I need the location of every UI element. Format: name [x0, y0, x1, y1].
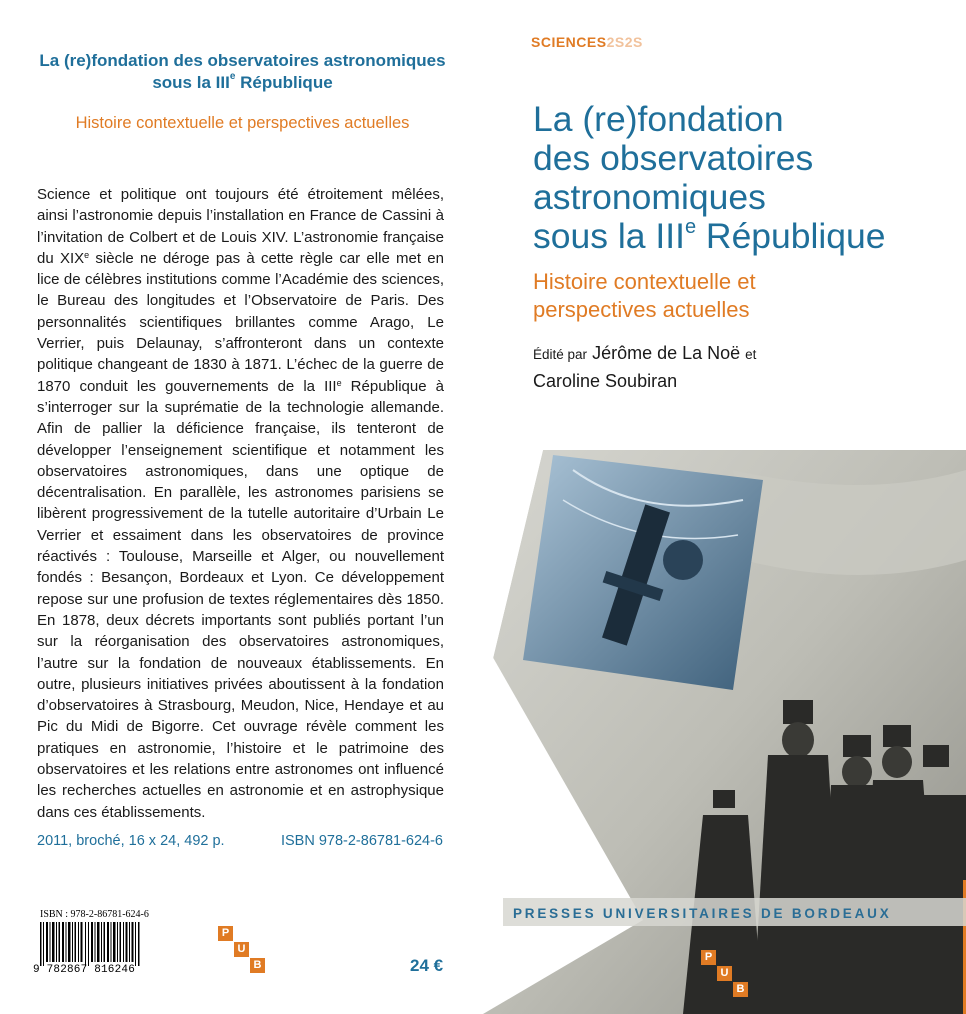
pub-logo-u: U [234, 942, 249, 957]
back-subtitle: Histoire contextuelle et perspectives actuelles [75, 114, 410, 132]
editors-line1 [533, 340, 756, 368]
front-subtitle-line2: perspectives actuelles [533, 297, 750, 322]
blurb-text [37, 184, 444, 823]
front-title-line3: astronomiques [533, 177, 766, 217]
front-title [533, 100, 963, 256]
front-title-sup: e [684, 216, 697, 238]
blurb-part1: Science et politique ont toujours été étroitement mêlées, ainsi l’astronomie depuis l’installation en France de Cassini à l’invitation de Colbert et de Louis XIV. L’astronomie française du XIX [37, 186, 444, 267]
front-pub-logo-b: B [733, 982, 748, 997]
front-title-line4-post: République [696, 216, 886, 256]
back-title-line1: La (re)fondation des observatoires astronomiques [39, 51, 446, 70]
series-part1: SCIENCES [531, 34, 607, 50]
publication-info: 2011, broché, 16 x 24, 492 p. [37, 833, 225, 849]
front-subtitle-line1: Histoire contextuelle et [533, 269, 756, 294]
isbn-info: ISBN 978-2-86781-624-6 [280, 833, 443, 849]
back-title-line2-pre: sous la III [152, 73, 230, 92]
barcode-isbn-label: ISBN : 978-2-86781-624-6 [40, 909, 149, 920]
editors [533, 340, 756, 394]
back-title-line2-post: République [235, 73, 333, 92]
front-title-line4 [533, 217, 963, 256]
back-title-sup: e [229, 71, 236, 82]
front-title-line1: La (re)fondation [533, 99, 784, 139]
editor-1: Jérôme de La Noë [592, 343, 741, 363]
blurb-part2: siècle ne déroge pas à cette règle car elle met en lice de célèbres institutions comme l’Académie des sciences, le Bureau des longitudes et l’Observatoire de Paris. Des personnalités scientifiques brillantes comme Arago, Le Verrier, puis Delaunay, s’affronteront dans un contexte politique changeant de 1830 à 1871. L’échec de la guerre de 1870 conduit les gouvernements de la III [37, 249, 444, 395]
front-pub-logo-p: P [701, 950, 716, 965]
publisher-name: PRESSES UNIVERSITAIRES DE BORDEAUX [513, 906, 892, 921]
blurb-sup1: e [84, 249, 90, 260]
front-title-line2: des observatoires [533, 138, 814, 178]
series-logo [531, 34, 643, 50]
blurb-sup2: e [336, 377, 342, 388]
barcode-icon [40, 922, 140, 966]
pub-logo-b: B [250, 958, 265, 973]
front-cover [483, 0, 966, 1014]
edited-by-label: Édité par [533, 347, 588, 362]
front-subtitle [533, 268, 963, 324]
pub-logo-icon [218, 926, 266, 972]
editors-and: et [745, 347, 757, 362]
front-title-line4-pre: sous la III [533, 216, 685, 256]
front-pub-logo-icon [701, 950, 749, 996]
back-title-line2 [20, 72, 465, 94]
barcode-digits: 9 782867 816246 [33, 964, 136, 976]
pub-logo-p: P [218, 926, 233, 941]
back-title [20, 50, 465, 94]
editor-2: Caroline Soubiran [533, 371, 678, 391]
front-pub-logo-u: U [717, 966, 732, 981]
blurb-part3: République à s’interroger sur la suprématie de la technologie allemande. Afin de pallier la déficience française, ils tenteront de développer l’enseignement scientifique et notamment les observatoires astronomiques, dans une optique de décentralisation. En parallèle, les astronomes parisiens se libèrent progressivement de la tutelle autoritaire d’Urbain Le Verrier et essaiment dans les observatoires de province réactivés : Toulouse, Marseille et Alger, ou nouvellement fondés : Besançon, Bordeaux et Lyon. Ce développement repose sur une profusion de textes réglementaires dès 1850. En 1878, deux décrets importants sont publiés portant l’un sur la réorganisation des observatoires astronomiques, l’autre sur la fondation de nouveaux établissements. En outre, plusieurs initiatives privées aboutissent à la fondation d’observatoires à Strasbourg, Meudon, Nice, Hendaye et au Pic du Midi de Bigorre. Cet ouvrage révèle comment les pratiques en astronomie, l’histoire et le patrimoine des observatoires et les relations entre astronomes ont influencé les recherches actuelles en astronomie et en astrophysique dans ces établissements. [37, 377, 444, 821]
series-part2: 2S2S [606, 34, 643, 50]
price: 24 € [410, 956, 444, 975]
